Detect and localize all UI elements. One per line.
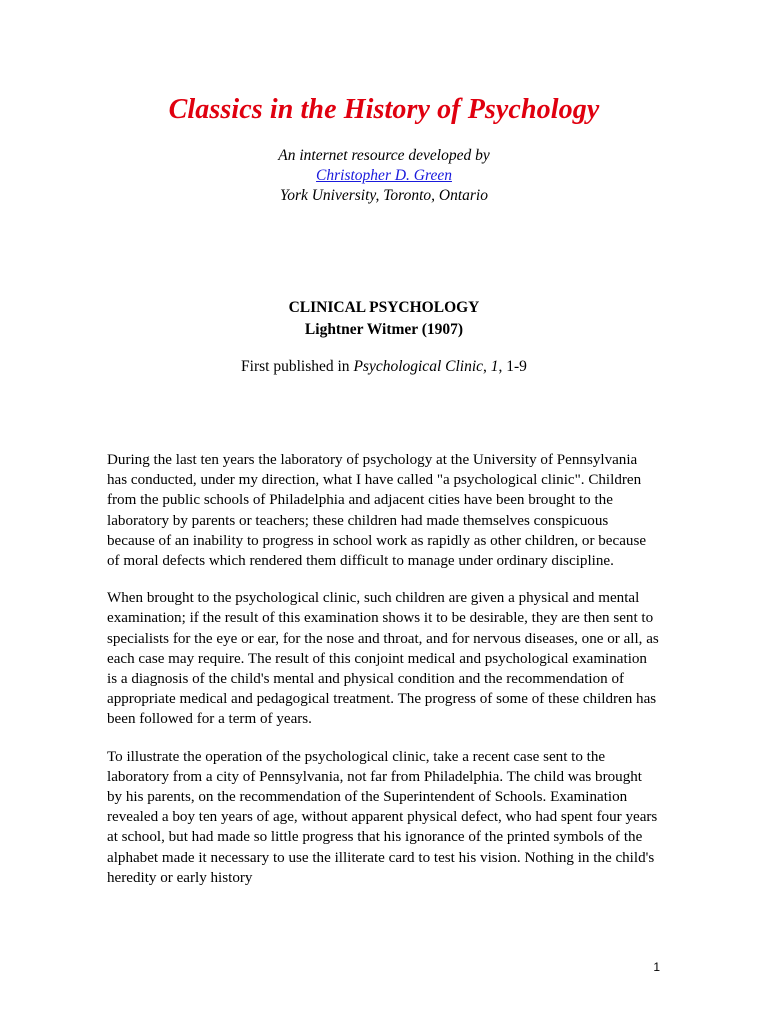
pub-separator: , [498,358,507,375]
article-title: CLINICAL PSYCHOLOGY [288,299,480,316]
author-link[interactable]: Christopher D. Green [316,167,452,184]
paragraph: When brought to the psychological clinic, such children are given a physical and mental examination; if the result of this examination shows it to be desirable, they are then sent to specialists for the eye or ear, for the nose and throat, and for nervous diseases, one or all, as each case may require. The result of this conjoint medical and psychological examination is a diagnosis of the child's mental and physical condition and the recommendation of appropriate medical and pedagogical treatment. The progress of some of these children has been followed for a term of years. [107,590,659,728]
paragraph: During the last ten years the laboratory of psychology at the University of Pennsylvania has conducted, under my direction, what I have called "a psychological clinic". Children from the public schools of Philadelphia and adjacent cities have been brought to the laboratory by parents or teachers; these children had made themselves conspicuous because of an inability to progress in school work as rapidly as other children, or because of moral defects which rendered them difficult to manage under ordinary discipline. [107,452,647,570]
paragraph: To illustrate the operation of the psychological clinic, take a recent case sent to the laboratory from a city of Pennsylvania, not far from Philadelphia. The child was brought by his parents, on the recommendation of the Superintendent of Schools. Examination revealed a boy ten years of age, without apparent physical defect, who had spent four years at school, but had made so little progress that his ignorance of the printed symbols of the alphabet made it necessary to use the illiterate card to test his vision. Nothing in the child's heredity or early history [107,748,658,886]
journal-pages: 1-9 [506,358,527,375]
page-number: 1 [653,960,660,974]
credit-block [0,146,768,206]
article-body [107,450,659,905]
pub-prefix: First published in [241,358,354,375]
credit-line: An internet resource developed by [278,147,490,164]
journal-name: Psychological Clinic [353,358,484,375]
article-heading [0,297,768,341]
journal-volume: 1 [490,358,499,375]
article-author: Lightner Witmer (1907) [304,321,464,338]
affiliation: York University, Toronto, Ontario [280,187,488,204]
publication-line [0,356,768,378]
pub-separator: , [483,358,491,375]
site-title: Classics in the History of Psychology [168,94,600,125]
